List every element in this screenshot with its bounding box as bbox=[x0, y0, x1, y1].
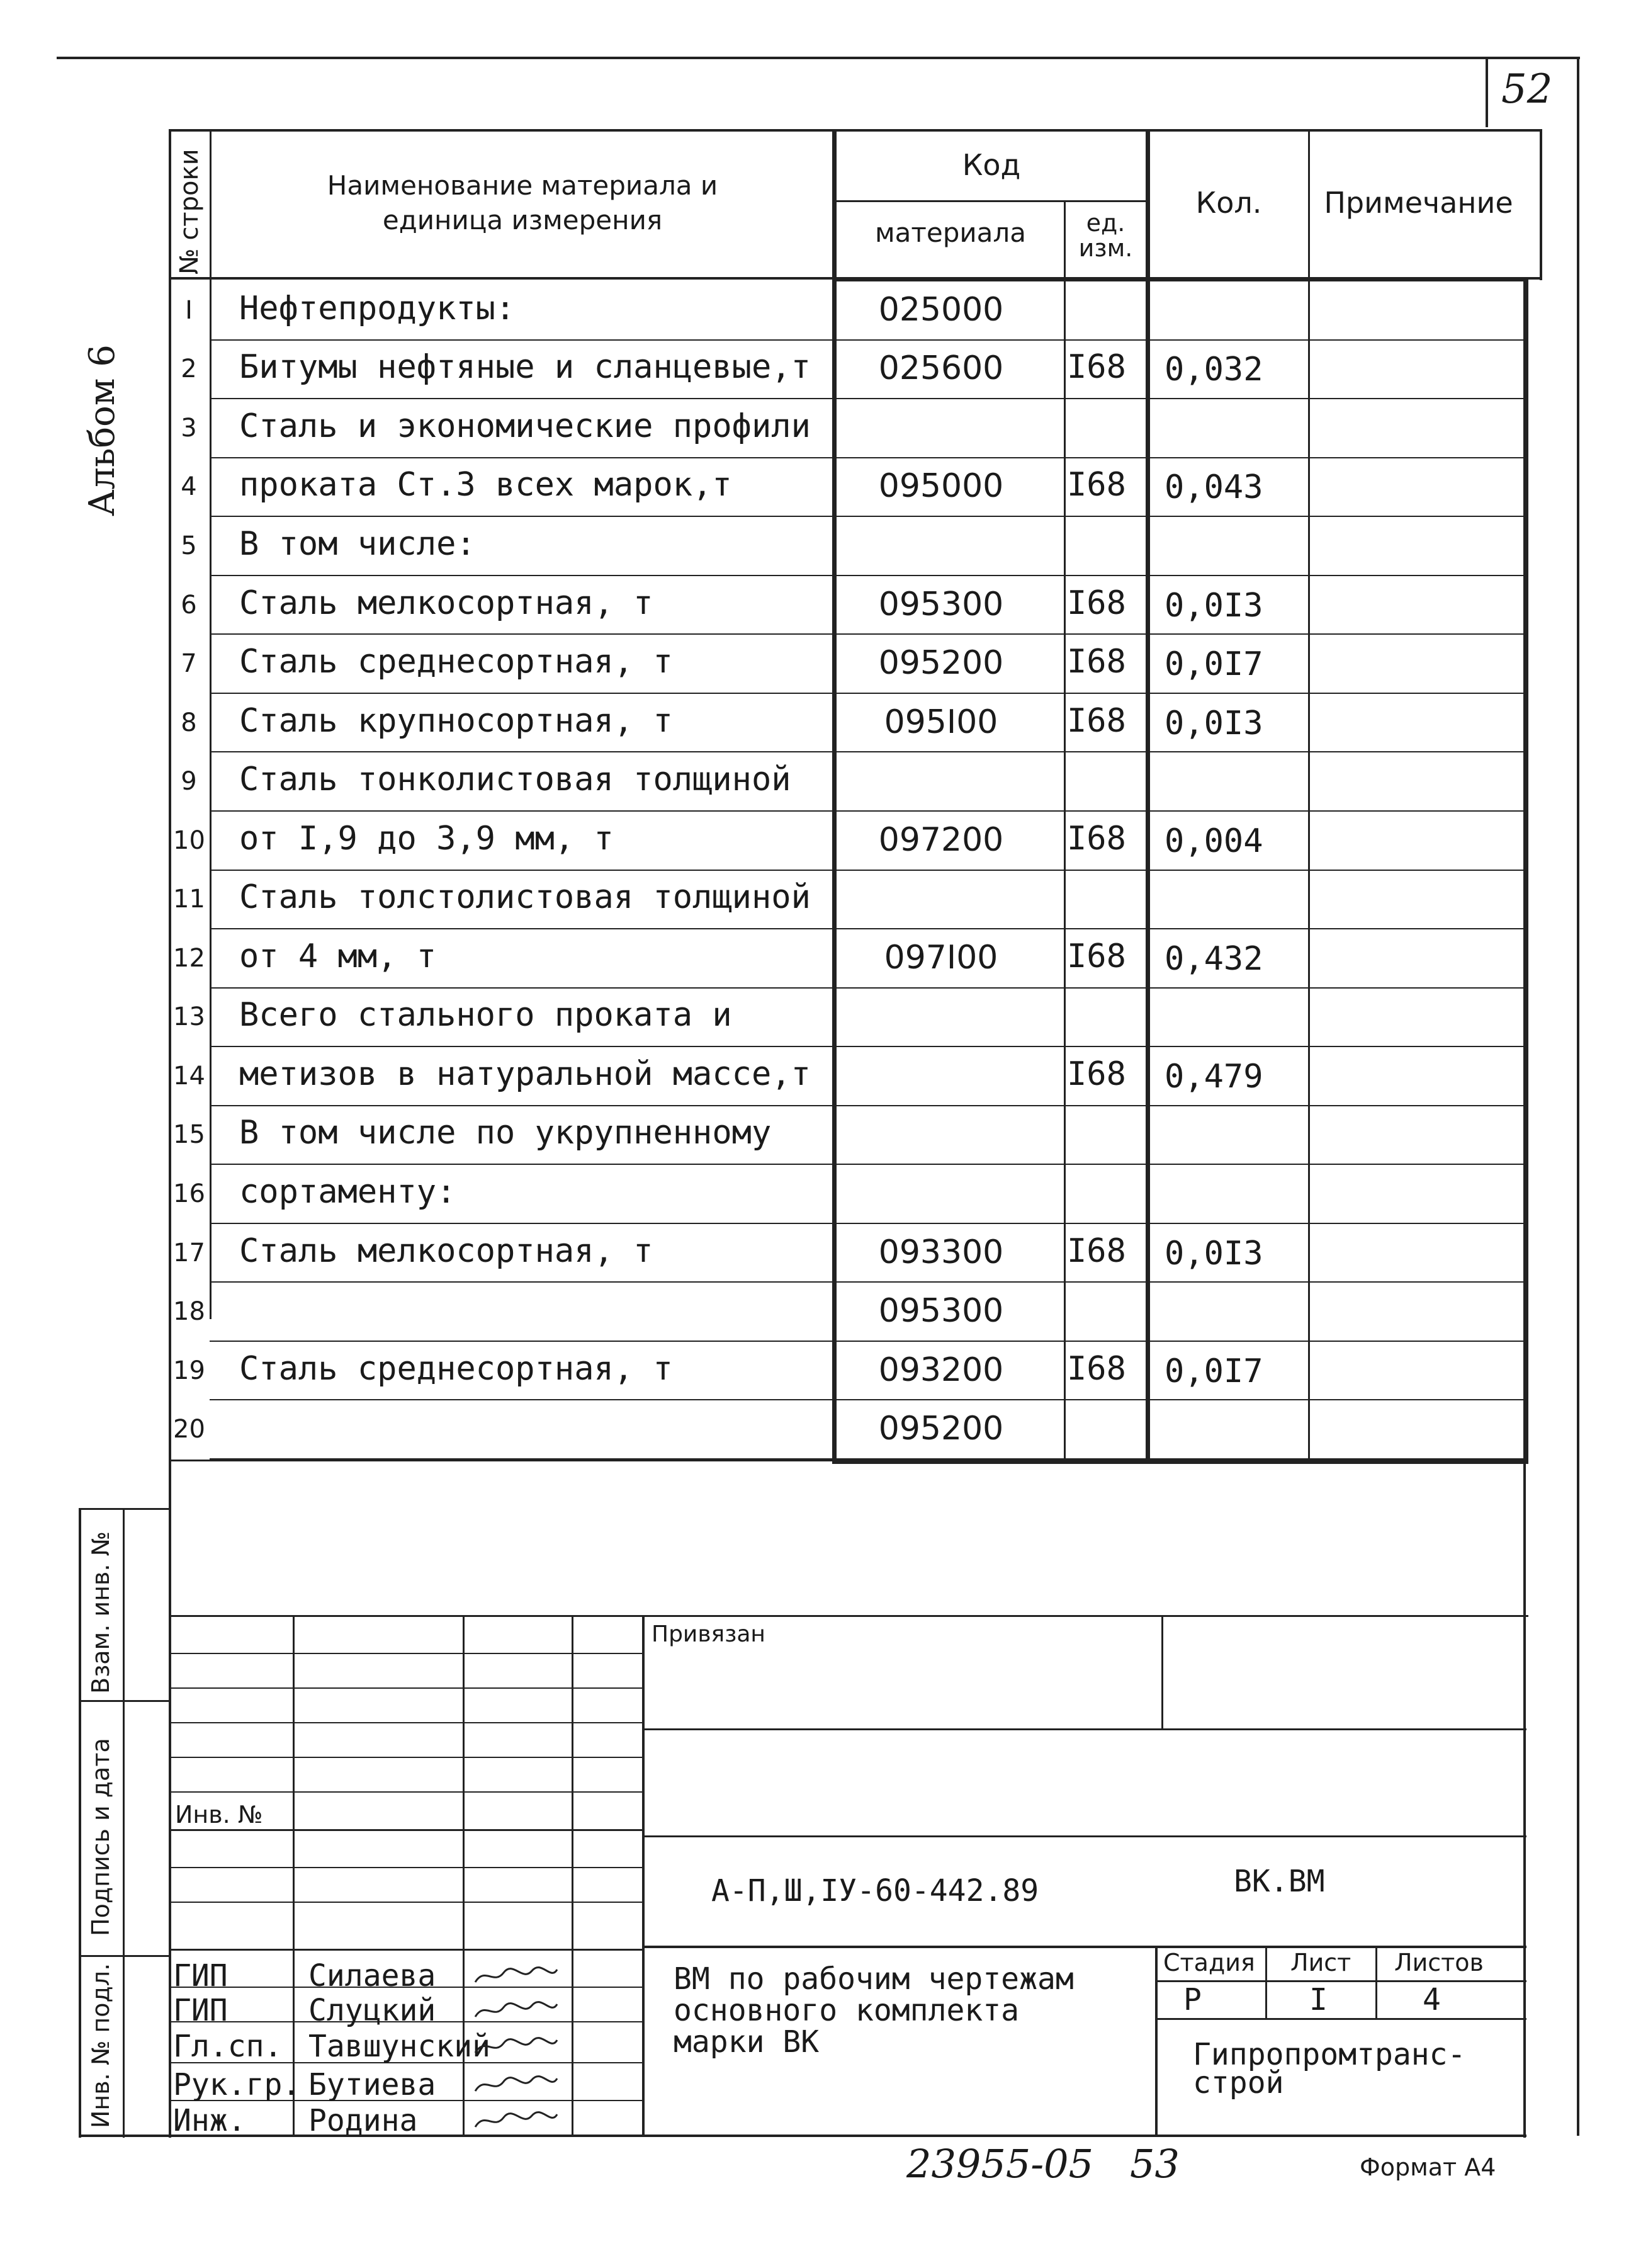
desc-right bbox=[1155, 1946, 1158, 2135]
stamp-split-1 bbox=[79, 1700, 170, 1702]
material-name: проката Ст.3 всех марок,т bbox=[239, 466, 732, 504]
stamp-top bbox=[79, 1508, 170, 1510]
tb-bottom bbox=[79, 2135, 1526, 2137]
doc-code: А-П,Ш,IУ-60-442.89 bbox=[711, 1873, 1039, 1908]
header-name-l2: единица измерения bbox=[382, 205, 663, 235]
material-name: Нефтепродукты: bbox=[239, 289, 516, 327]
unit-code: I68 bbox=[1067, 937, 1126, 975]
signatory-role: Инж. bbox=[173, 2103, 246, 2138]
stamp-col-mid bbox=[123, 1508, 125, 2138]
material-name: Сталь толстолистовая толщиной bbox=[239, 878, 811, 917]
col-rowno-divider bbox=[210, 129, 212, 1319]
row-number: 13 bbox=[173, 1002, 205, 1032]
tb-grid-v4 bbox=[642, 1615, 645, 2135]
row-divider bbox=[210, 1223, 1525, 1224]
tb-grid-h2 bbox=[169, 1687, 642, 1689]
row-number: 10 bbox=[173, 825, 205, 855]
row-number: 20 bbox=[173, 1415, 205, 1444]
material-name: сортаменту: bbox=[239, 1173, 456, 1211]
row-number: 15 bbox=[173, 1120, 205, 1150]
tb-grid-h7 bbox=[169, 1867, 642, 1868]
row-number: 18 bbox=[173, 1297, 205, 1327]
row-divider bbox=[210, 1046, 1525, 1047]
unit-code: I68 bbox=[1067, 1232, 1126, 1270]
stage-bottom bbox=[1155, 2018, 1526, 2020]
header-top-rule bbox=[169, 129, 1541, 132]
stamp-vzam: Взам. инв. № bbox=[87, 1531, 115, 1694]
quantity: 0,0I3 bbox=[1165, 704, 1263, 742]
row-divider bbox=[210, 987, 1525, 989]
material-name: Сталь среднесортная, т bbox=[239, 643, 673, 681]
col-unit-left bbox=[1064, 201, 1066, 1461]
material-code: 097I00 bbox=[884, 938, 998, 977]
material-code: 095200 bbox=[878, 1410, 1004, 1448]
unit-code: I68 bbox=[1067, 643, 1126, 681]
row-number: 9 bbox=[181, 767, 197, 797]
material-code: 095000 bbox=[878, 467, 1004, 506]
material-name: Сталь тонколистовая толщиной bbox=[239, 761, 791, 799]
signatory-name: Силаева bbox=[308, 1958, 436, 1993]
row-divider bbox=[210, 516, 1525, 517]
row-divider bbox=[210, 398, 1525, 399]
org-l2: строй bbox=[1193, 2065, 1284, 2101]
signature-scribble bbox=[472, 2108, 560, 2133]
tb-grid-h9 bbox=[169, 1949, 642, 1951]
page-number-box-left bbox=[1486, 58, 1488, 127]
stamp-inv-podl: Инв. № подл. bbox=[87, 1963, 115, 2128]
tb-grid-h4 bbox=[169, 1757, 642, 1758]
row-number: 2 bbox=[181, 354, 197, 384]
unit-code: I68 bbox=[1067, 348, 1126, 387]
signatory-role: ГИП bbox=[173, 1993, 228, 2028]
table-left-edge bbox=[169, 129, 171, 2138]
row-divider bbox=[210, 1341, 1525, 1342]
signatory-role: Гл.сп. bbox=[173, 2029, 283, 2064]
row-divider bbox=[210, 1281, 1525, 1283]
archive-number: 23955-05 bbox=[906, 2141, 1094, 2187]
row-divider bbox=[210, 870, 1525, 871]
stamp-podpis: Подпись и дата bbox=[87, 1738, 115, 1936]
stage-value: Р bbox=[1183, 1982, 1202, 2017]
tb-grid-v3 bbox=[572, 1615, 573, 2135]
frame-right-edge bbox=[1577, 58, 1579, 2136]
material-name: Битумы нефтяные и сланцевые,т bbox=[239, 348, 811, 387]
header-material: материала bbox=[874, 217, 1026, 248]
row-divider bbox=[210, 575, 1525, 576]
material-name: метизов в натуральной массе,т bbox=[239, 1055, 811, 1093]
material-code: 095300 bbox=[878, 585, 1004, 623]
row-divider bbox=[210, 751, 1525, 752]
material-code: 093300 bbox=[878, 1233, 1004, 1271]
inv-no-label: Инв. № bbox=[175, 1801, 263, 1829]
material-name: Сталь среднесортная, т bbox=[239, 1349, 673, 1388]
header-qty: Кол. bbox=[1195, 186, 1262, 220]
material-code: 093200 bbox=[878, 1351, 1004, 1389]
privyazan-label: Привязан bbox=[652, 1621, 765, 1647]
unit-code: I68 bbox=[1067, 466, 1126, 504]
row-number: 16 bbox=[173, 1179, 205, 1209]
sheet-label: Лист bbox=[1290, 1949, 1351, 1976]
signatory-role: Рук.гр. bbox=[173, 2067, 301, 2102]
material-code: 025000 bbox=[878, 290, 1004, 329]
material-code: 095300 bbox=[878, 1292, 1004, 1330]
material-code: 095I00 bbox=[884, 703, 998, 741]
tb-grid-v1 bbox=[293, 1615, 295, 2135]
quantity: 0,043 bbox=[1165, 468, 1263, 507]
header-code: Код bbox=[962, 148, 1021, 182]
material-code: 025600 bbox=[878, 349, 1004, 388]
header-name-l1: Наименование материала и bbox=[327, 170, 718, 201]
header-row-no: № строки bbox=[175, 149, 204, 275]
row-divider bbox=[210, 457, 1525, 458]
signatory-name: Бутиева bbox=[308, 2067, 436, 2102]
tb-grid-h1 bbox=[169, 1653, 642, 1654]
row-number: 14 bbox=[173, 1061, 205, 1091]
row-divider bbox=[210, 1164, 1525, 1165]
quantity: 0,0I3 bbox=[1165, 1234, 1263, 1273]
row-number: 5 bbox=[181, 531, 197, 560]
archive-page: 53 bbox=[1130, 2141, 1180, 2187]
signatory-name: Тавшунский bbox=[308, 2029, 490, 2064]
privyazan-right bbox=[1161, 1615, 1163, 1728]
row-divider bbox=[210, 810, 1525, 812]
table-right-heavy bbox=[1523, 277, 1528, 1464]
quantity: 0,004 bbox=[1165, 822, 1263, 860]
signature-scribble bbox=[472, 1998, 560, 2023]
material-name: Сталь мелкосортная, т bbox=[239, 1232, 653, 1270]
row-number: I bbox=[185, 295, 193, 325]
row-divider bbox=[210, 693, 1525, 694]
signatory-role: ГИП bbox=[173, 1958, 228, 1993]
row-number: 17 bbox=[173, 1238, 205, 1267]
row-number: 4 bbox=[181, 472, 197, 502]
quantity: 0,0I7 bbox=[1165, 645, 1263, 684]
material-name: В том числе по укрупненному bbox=[239, 1114, 772, 1152]
row-divider bbox=[210, 1105, 1525, 1106]
unit-code: I68 bbox=[1067, 1349, 1126, 1388]
body-top-heavy bbox=[832, 277, 1528, 281]
header-note: Примечание bbox=[1324, 186, 1513, 220]
sheets-value: 4 bbox=[1423, 1982, 1441, 2017]
page-number: 52 bbox=[1501, 66, 1553, 113]
desc-l1: ВМ по рабочим чертежам bbox=[674, 1961, 1074, 1997]
tb-grid-h5 bbox=[169, 1791, 642, 1793]
material-name: Сталь и экономические профили bbox=[239, 407, 811, 445]
tb-right bbox=[1523, 1464, 1526, 2138]
material-name: от 4 мм, т bbox=[239, 937, 437, 975]
quantity: 0,0I3 bbox=[1165, 586, 1263, 625]
material-name: Всего стального проката и bbox=[239, 996, 732, 1035]
format-label: Формат А4 bbox=[1360, 2153, 1496, 2181]
unit-code: I68 bbox=[1067, 819, 1126, 858]
album-label: Альбом 6 bbox=[82, 344, 123, 516]
material-name: Сталь крупносортная, т bbox=[239, 701, 673, 740]
quantity: 0,479 bbox=[1165, 1057, 1263, 1096]
row-number: 6 bbox=[181, 590, 197, 620]
tb-grid-h6 bbox=[169, 1829, 642, 1831]
stage-mid bbox=[1155, 1980, 1526, 1982]
desc-l3: марки ВК bbox=[674, 2024, 820, 2060]
unit-code: I68 bbox=[1067, 701, 1126, 740]
col-qty-left bbox=[1146, 129, 1150, 1464]
row-number: 3 bbox=[181, 413, 197, 443]
code-row-bottom bbox=[642, 1946, 1526, 1948]
top-rule bbox=[57, 57, 1580, 59]
unit-code: I68 bbox=[1067, 584, 1126, 622]
unit-code: I68 bbox=[1067, 1055, 1126, 1093]
body-bottom-rule bbox=[169, 1460, 836, 1461]
header-right-edge bbox=[1540, 129, 1542, 280]
org-l1: Гипропромтранс- bbox=[1193, 2037, 1466, 2072]
sheets-label: Листов bbox=[1394, 1949, 1484, 1976]
row-divider bbox=[210, 928, 1525, 929]
signatory-name: Слуцкий bbox=[308, 1993, 436, 2028]
row-divider bbox=[210, 1399, 1525, 1400]
material-code: 095200 bbox=[878, 644, 1004, 683]
tb-grid-h8 bbox=[169, 1902, 642, 1903]
row-number: 12 bbox=[173, 943, 205, 973]
signatory-name: Родина bbox=[308, 2103, 418, 2138]
doc-mark: ВК.ВМ bbox=[1234, 1864, 1325, 1899]
quantity: 0,432 bbox=[1165, 939, 1263, 978]
header-unit-l2: изм. bbox=[1078, 234, 1133, 262]
col-note-left bbox=[1308, 129, 1310, 1464]
tb-grid-h3 bbox=[169, 1722, 642, 1723]
sheet-value: I bbox=[1309, 1982, 1328, 2017]
row-divider bbox=[210, 339, 1525, 341]
stage-label: Стадия bbox=[1163, 1949, 1255, 1976]
quantity: 0,032 bbox=[1165, 351, 1263, 389]
col-code-left bbox=[832, 129, 837, 1464]
material-code: 097200 bbox=[878, 820, 1004, 859]
row-number: 7 bbox=[181, 649, 197, 679]
row-number: 19 bbox=[173, 1356, 205, 1385]
material-name: от I,9 до 3,9 мм, т bbox=[239, 819, 614, 858]
material-name: Сталь мелкосортная, т bbox=[239, 584, 653, 622]
stamp-col-left bbox=[79, 1508, 81, 2138]
body-bottom-heavy bbox=[832, 1460, 1528, 1464]
row-number: 8 bbox=[181, 708, 197, 737]
signature-scribble bbox=[472, 2072, 560, 2097]
row-divider bbox=[210, 633, 1525, 635]
stamp-split-2 bbox=[79, 1955, 170, 1957]
header-unit-l1: ед. bbox=[1086, 209, 1125, 237]
material-name: В том числе: bbox=[239, 524, 476, 563]
tb-top bbox=[169, 1615, 1528, 1617]
quantity: 0,0I7 bbox=[1165, 1352, 1263, 1390]
signature-scribble bbox=[472, 2034, 560, 2059]
code-header-split bbox=[832, 200, 1147, 202]
row-number: 11 bbox=[173, 885, 205, 914]
privyazan-bottom bbox=[642, 1728, 1526, 1730]
signature-scribble bbox=[472, 1963, 560, 1988]
desc-l2: основного комплекта bbox=[674, 1993, 1020, 2028]
code-row-top bbox=[642, 1835, 1526, 1837]
